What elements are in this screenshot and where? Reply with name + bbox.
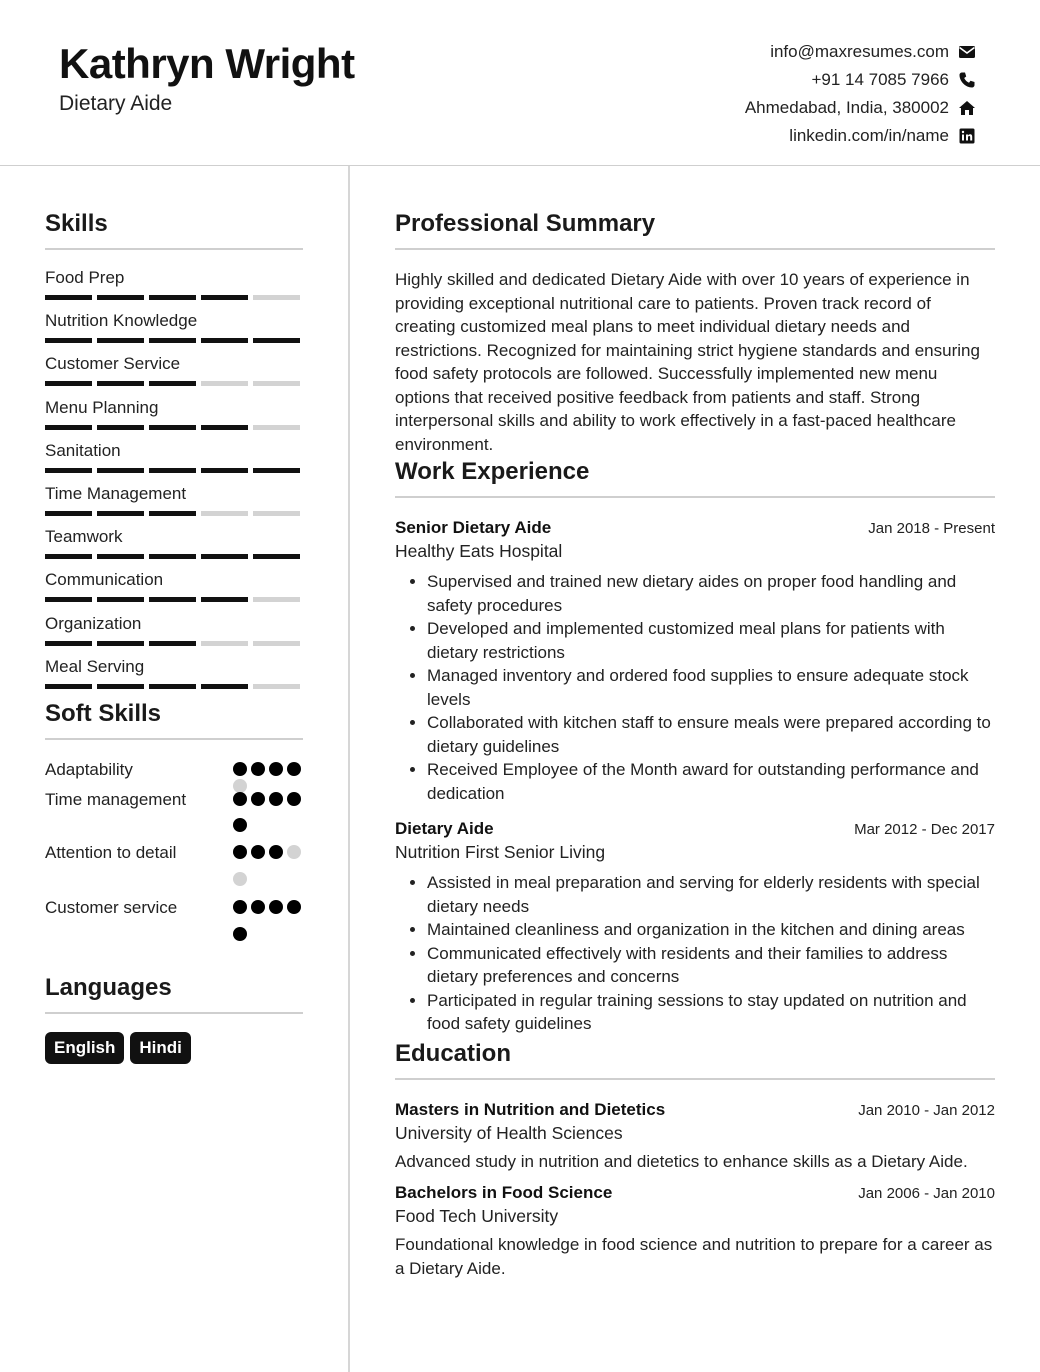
skill-level-segment xyxy=(201,338,248,343)
education-date: Jan 2010 - Jan 2012 xyxy=(858,1101,995,1119)
rating-dot xyxy=(287,792,301,806)
rating-dot xyxy=(233,845,247,859)
skill-level-bar xyxy=(45,468,303,473)
contact-linkedin-text: linkedin.com/in/name xyxy=(789,126,949,145)
rating-dot xyxy=(269,762,283,776)
rating-dot xyxy=(233,900,247,914)
contact-phone-text: +91 14 7085 7966 xyxy=(811,70,949,89)
soft-skills-list xyxy=(45,758,303,952)
skill-level-segment xyxy=(149,684,196,689)
soft-skill-rating xyxy=(233,896,303,952)
skill-level-segment xyxy=(253,425,300,430)
skill-level-segment xyxy=(149,554,196,559)
job-bullet: • Communicated effectively with residents and their families to address dietary preferences and concerns xyxy=(427,942,995,989)
rating-dot xyxy=(251,762,265,776)
skill-level-segment xyxy=(97,554,144,559)
skill-level-segment xyxy=(201,425,248,430)
skill-level-segment xyxy=(253,381,300,386)
skill-level-segment xyxy=(201,597,248,602)
contact-block xyxy=(745,38,976,150)
skill-level-segment xyxy=(253,295,300,300)
skill-level-segment xyxy=(45,381,92,386)
skill-item xyxy=(45,441,303,484)
job-bullet: • Managed inventory and ordered food supplies to ensure adequate stock levels xyxy=(427,664,995,711)
job-entry xyxy=(395,518,995,805)
skill-level-segment xyxy=(253,641,300,646)
soft-skill-name: Customer service xyxy=(45,897,178,917)
job-bullet: • Supervised and trained new dietary aides on proper food handling and safety procedures xyxy=(427,570,995,617)
degree-name: Bachelors in Food Science xyxy=(395,1183,613,1202)
left-column xyxy=(45,210,303,1064)
skill-item xyxy=(45,354,303,397)
experience-heading: Work Experience xyxy=(395,458,995,498)
job-bullets xyxy=(395,570,995,805)
skills-heading: Skills xyxy=(45,210,303,250)
skill-level-segment xyxy=(149,468,196,473)
soft-skill-item xyxy=(45,758,303,788)
job-date: Jan 2018 - Present xyxy=(868,520,995,537)
education-entry xyxy=(395,1183,995,1280)
education-list xyxy=(395,1100,995,1281)
skill-level-segment xyxy=(201,684,248,689)
rating-dot xyxy=(233,818,247,832)
soft-skill-rating xyxy=(233,758,303,788)
skill-name: Teamwork xyxy=(45,527,123,547)
skill-name: Time Management xyxy=(45,483,187,503)
phone-icon xyxy=(958,71,976,89)
skill-level-segment xyxy=(201,641,248,646)
language-badge: English xyxy=(45,1032,124,1064)
job-date: Mar 2012 - Dec 2017 xyxy=(854,821,995,838)
job-bullet: • Assisted in meal preparation and serving for elderly residents with special dietary needs xyxy=(427,871,995,918)
skill-level-segment xyxy=(45,338,92,343)
skill-level-segment xyxy=(97,641,144,646)
contact-address xyxy=(745,94,976,122)
skill-level-segment xyxy=(149,338,196,343)
job-bullet: • Developed and implemented customized meal plans for patients with dietary restrictions xyxy=(427,617,995,664)
job-title: Dietary Aide xyxy=(395,819,494,838)
soft-skill-item xyxy=(45,788,303,841)
rating-dot xyxy=(233,872,247,886)
contact-linkedin[interactable] xyxy=(745,122,976,150)
home-icon xyxy=(958,99,976,117)
skill-item xyxy=(45,398,303,441)
soft-skill-item xyxy=(45,841,303,896)
skill-level-segment xyxy=(201,511,248,516)
job-bullet: • Participated in regular training sessions to stay updated on nutrition and food safety guidelines xyxy=(427,989,995,1036)
skill-level-segment xyxy=(149,641,196,646)
summary-text: Highly skilled and dedicated Dietary Aide with over 10 years of experience in providing exceptional nutritional care to patients. Proven track record of creating customized meal plans to meet individual dietary needs and restrictions. Recognized for maintaining strict hygiene standards and ensuring food safety protocols are followed. Successfully implemented new menu options that received positive feedback from patients and staff. Strong interpersonal skills and ability to work effectively in a fast-paced healthcare environment. xyxy=(395,270,980,454)
soft-skill-item xyxy=(45,896,303,952)
skill-level-bar xyxy=(45,641,303,646)
rating-dot xyxy=(251,792,265,806)
contact-email[interactable] xyxy=(745,38,976,66)
rating-dot xyxy=(251,900,265,914)
right-column xyxy=(395,210,995,1280)
experience-list xyxy=(395,518,995,1036)
rating-dot xyxy=(251,845,265,859)
skill-item xyxy=(45,614,303,657)
skill-item xyxy=(45,527,303,570)
candidate-name: Kathryn Wright xyxy=(59,40,355,87)
rating-dot xyxy=(287,900,301,914)
skill-level-segment xyxy=(253,684,300,689)
skill-level-segment xyxy=(253,554,300,559)
rating-dot xyxy=(269,845,283,859)
skill-level-bar xyxy=(45,554,303,559)
rating-dot xyxy=(269,792,283,806)
school-name: Food Tech University xyxy=(395,1206,559,1226)
skill-level-segment xyxy=(149,425,196,430)
rating-dot xyxy=(233,792,247,806)
skill-level-segment xyxy=(45,425,92,430)
rating-dot xyxy=(233,927,247,941)
job-bullet: • Maintained cleanliness and organization in the kitchen and dining areas xyxy=(427,918,995,942)
skill-item xyxy=(45,268,303,311)
language-badge: Hindi xyxy=(130,1032,191,1064)
skill-level-segment xyxy=(97,295,144,300)
company-name: Nutrition First Senior Living xyxy=(395,842,606,862)
candidate-title: Dietary Aide xyxy=(59,92,173,115)
skill-level-segment xyxy=(149,597,196,602)
skill-name: Food Prep xyxy=(45,268,125,287)
job-entry xyxy=(395,819,995,1036)
resume-header xyxy=(0,0,1040,166)
education-description: Foundational knowledge in food science and nutrition to prepare for a career as a Dietary Aide. xyxy=(395,1235,993,1278)
school-name: University of Health Sciences xyxy=(395,1122,623,1143)
soft-skill-name: Time management xyxy=(45,789,187,809)
skill-item xyxy=(45,311,303,354)
skill-level-segment xyxy=(97,684,144,689)
education-date: Jan 2006 - Jan 2010 xyxy=(858,1185,995,1202)
skill-level-segment xyxy=(253,338,300,343)
contact-phone[interactable] xyxy=(745,66,976,94)
skill-level-segment xyxy=(97,381,144,386)
skill-name: Customer Service xyxy=(45,354,181,374)
skill-item xyxy=(45,570,303,613)
languages-list xyxy=(45,1032,303,1064)
skill-name: Sanitation xyxy=(45,440,121,460)
skill-level-bar xyxy=(45,511,303,516)
soft-skills-heading: Soft Skills xyxy=(45,700,303,740)
skill-level-segment xyxy=(97,338,144,343)
education-description: Advanced study in nutrition and dietetics to enhance skills as a Dietary Aide. xyxy=(395,1151,968,1171)
envelope-icon xyxy=(958,43,976,61)
rating-dot xyxy=(269,900,283,914)
summary-heading: Professional Summary xyxy=(395,210,995,250)
rating-dot xyxy=(233,762,247,776)
skill-level-segment xyxy=(253,468,300,473)
education-header xyxy=(395,1100,995,1120)
company-name: Healthy Eats Hospital xyxy=(395,541,563,561)
skill-level-bar xyxy=(45,338,303,343)
job-header xyxy=(395,518,995,538)
skill-level-segment xyxy=(45,511,92,516)
skill-level-segment xyxy=(201,468,248,473)
job-bullet: • Received Employee of the Month award for outstanding performance and dedication xyxy=(427,758,995,805)
job-bullets xyxy=(395,871,995,1036)
column-divider xyxy=(348,166,350,1372)
skill-level-segment xyxy=(45,554,92,559)
skill-level-segment xyxy=(201,554,248,559)
skill-level-segment xyxy=(45,597,92,602)
skill-level-segment xyxy=(253,511,300,516)
skill-level-bar xyxy=(45,381,303,386)
skill-name: Communication xyxy=(45,570,164,590)
contact-address-text: Ahmedabad, India, 380002 xyxy=(744,98,949,117)
skill-level-segment xyxy=(201,381,248,386)
skill-item xyxy=(45,657,303,700)
skill-level-segment xyxy=(97,425,144,430)
skill-level-segment xyxy=(201,295,248,300)
skill-level-segment xyxy=(97,468,144,473)
contact-email-text: info@maxresumes.com xyxy=(770,42,949,61)
skill-level-segment xyxy=(97,511,144,516)
soft-skill-name: Adaptability xyxy=(45,759,133,779)
education-entry xyxy=(395,1100,995,1174)
soft-skill-name: Attention to detail xyxy=(45,842,177,862)
skill-level-bar xyxy=(45,425,303,430)
skill-level-segment xyxy=(149,511,196,516)
job-title: Senior Dietary Aide xyxy=(395,518,552,537)
skill-level-segment xyxy=(149,295,196,300)
linkedin-icon xyxy=(958,127,976,145)
skills-list xyxy=(45,268,303,700)
skill-level-segment xyxy=(149,381,196,386)
skill-name: Menu Planning xyxy=(45,397,159,417)
skill-item xyxy=(45,484,303,527)
soft-skill-rating xyxy=(233,841,303,896)
education-header xyxy=(395,1183,995,1203)
skill-name: Nutrition Knowledge xyxy=(45,311,198,331)
degree-name: Masters in Nutrition and Dietetics xyxy=(395,1099,666,1119)
job-bullet: • Collaborated with kitchen staff to ensure meals were prepared according to dietary guidelines xyxy=(427,711,995,758)
skill-level-bar xyxy=(45,295,303,300)
skill-level-segment xyxy=(45,295,92,300)
skill-level-segment xyxy=(45,641,92,646)
soft-skill-rating xyxy=(233,788,303,841)
skill-name: Organization xyxy=(45,613,142,633)
skill-level-bar xyxy=(45,684,303,689)
job-header xyxy=(395,819,995,839)
languages-heading: Languages xyxy=(45,974,303,1014)
skill-level-segment xyxy=(253,597,300,602)
skill-level-segment xyxy=(45,468,92,473)
education-heading: Education xyxy=(395,1040,995,1080)
skill-level-segment xyxy=(97,597,144,602)
rating-dot xyxy=(287,762,301,776)
rating-dot xyxy=(287,845,301,859)
skill-level-segment xyxy=(45,684,92,689)
skill-name: Meal Serving xyxy=(45,656,145,676)
skill-level-bar xyxy=(45,597,303,602)
